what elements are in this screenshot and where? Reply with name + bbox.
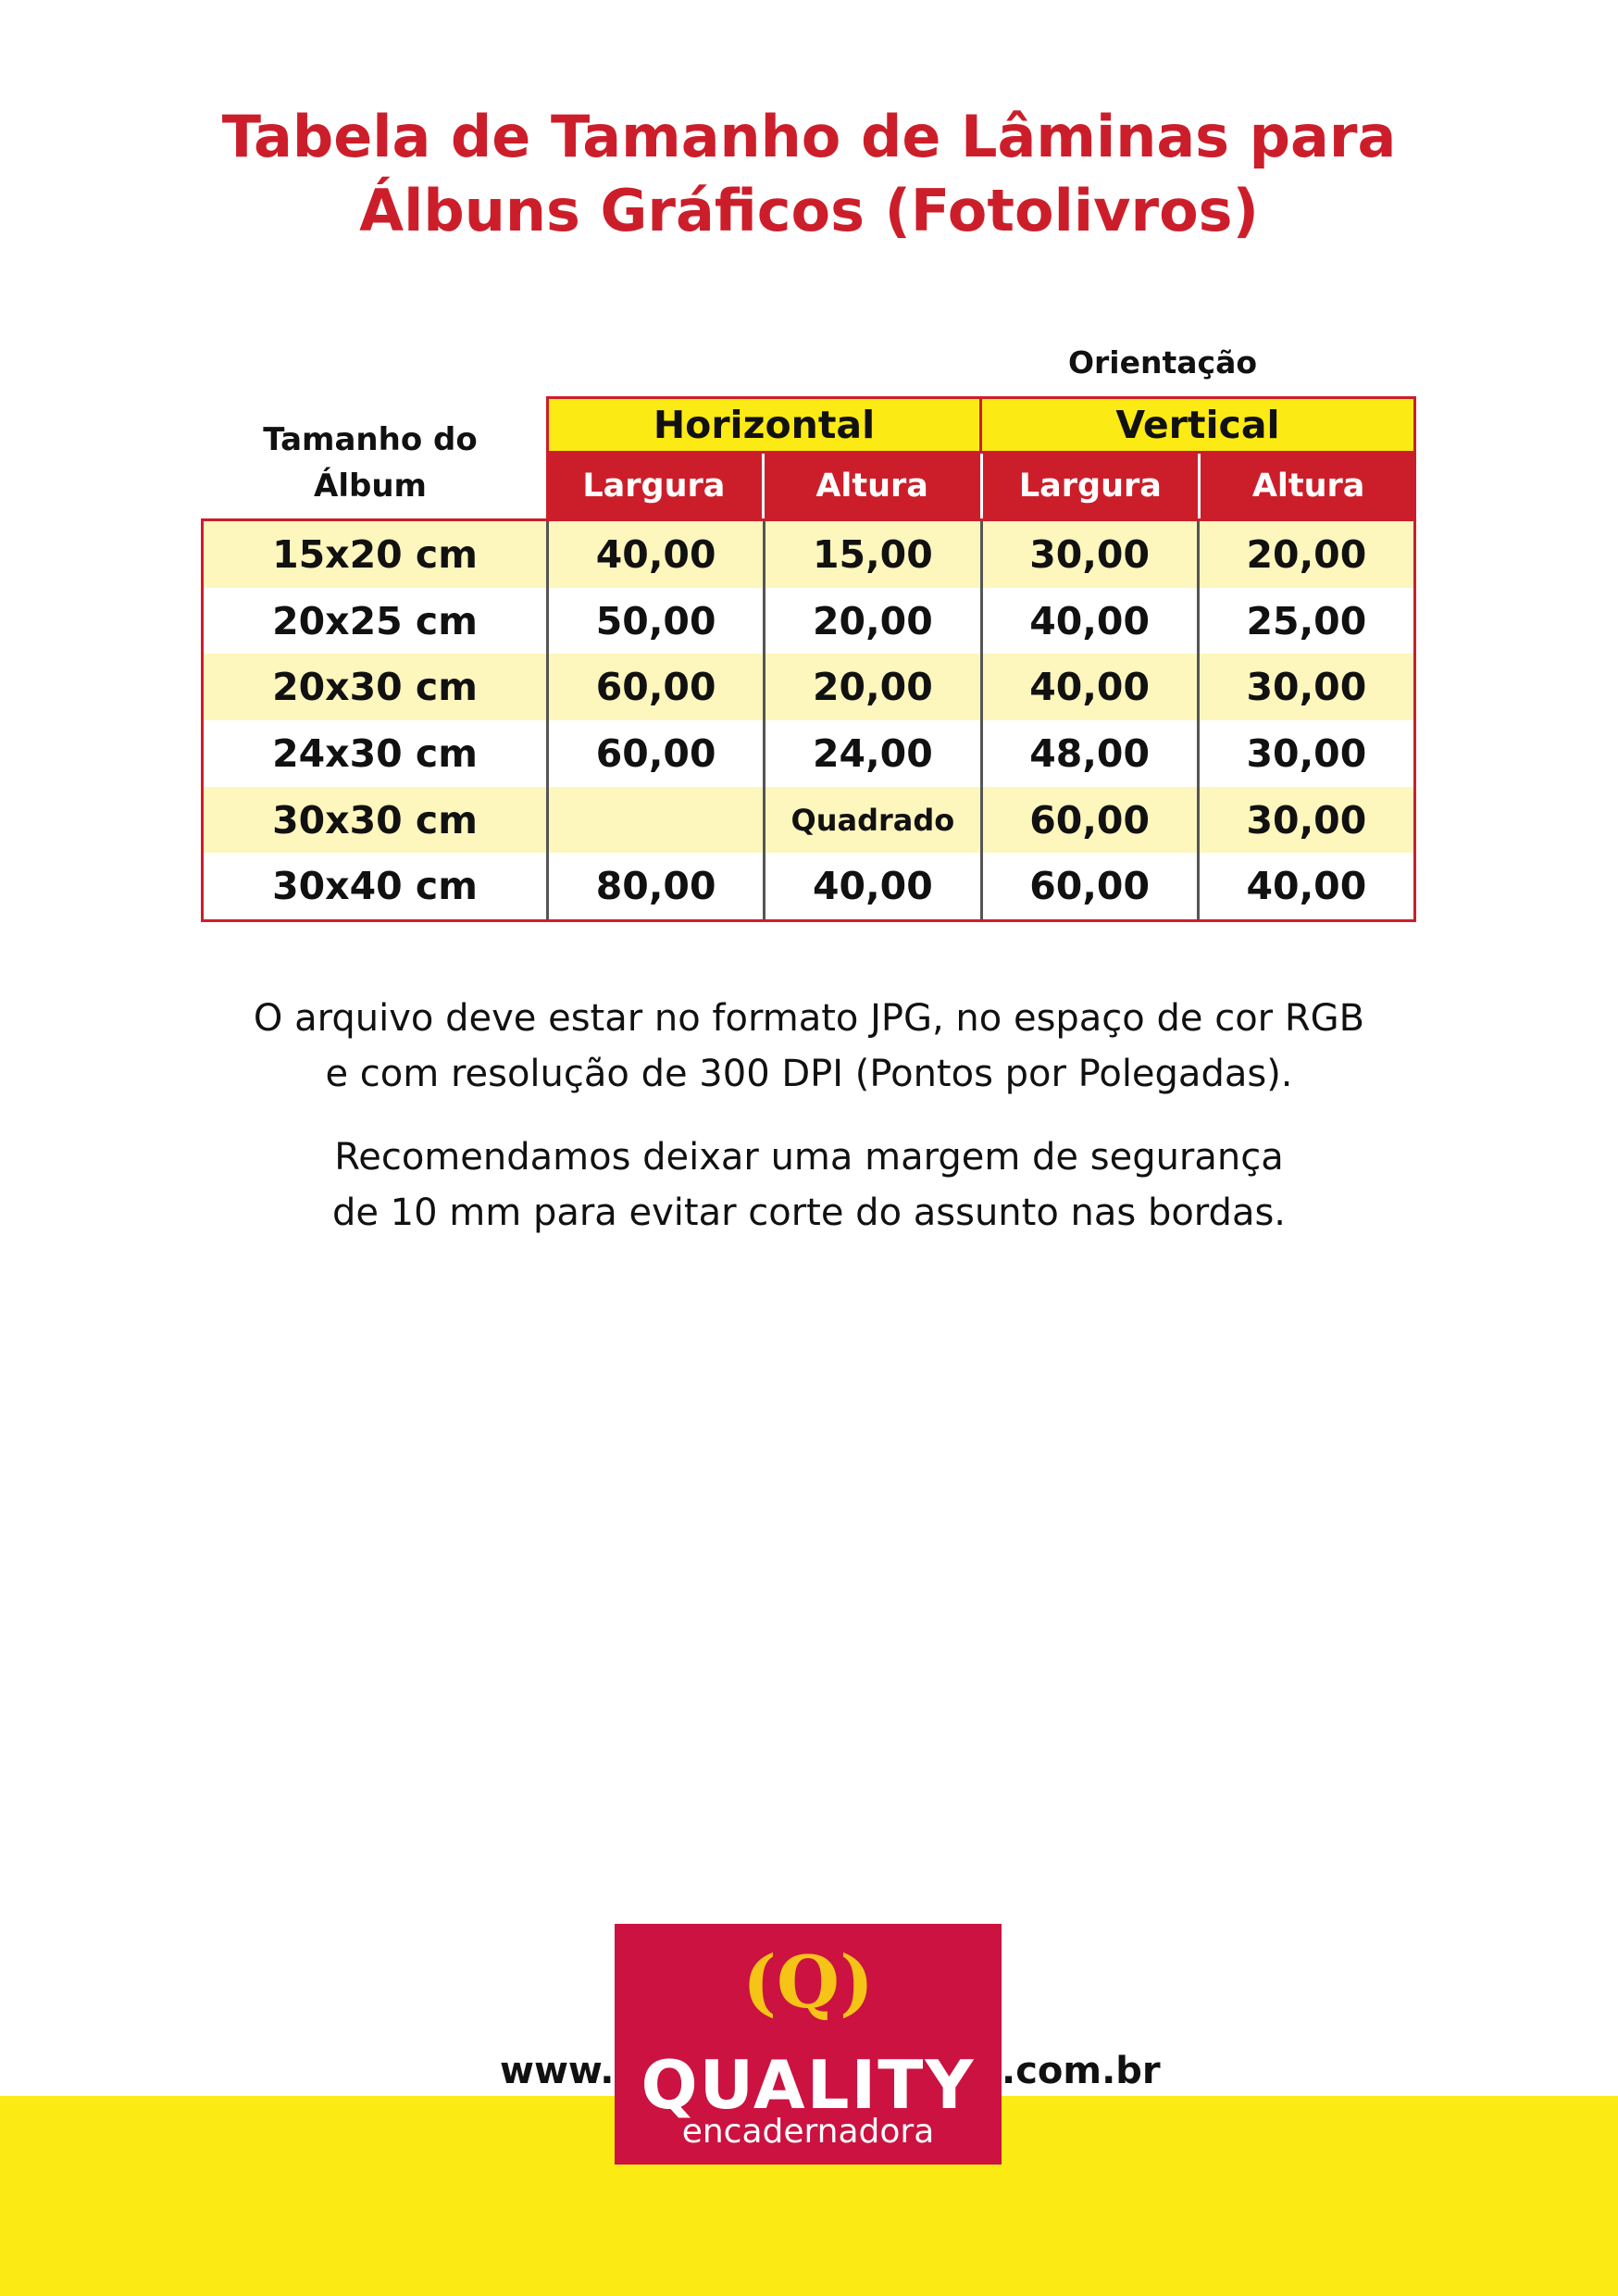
value-cell: 50,00 xyxy=(546,588,763,655)
quality-logo xyxy=(615,1924,1002,2165)
subheader-horizontal-altura: Altura xyxy=(765,454,983,518)
value-cell: 24,00 xyxy=(763,720,979,787)
logo-name: QUALITY xyxy=(641,2046,976,2124)
table-row xyxy=(204,853,1413,919)
value-cell: 40,00 xyxy=(980,654,1197,720)
album-size-cell: 20x30 cm xyxy=(272,665,478,710)
table-row xyxy=(204,521,1413,588)
value-cell: 20,00 xyxy=(763,588,979,655)
value-cell: 60,00 xyxy=(980,853,1197,919)
value-cell: 40,00 xyxy=(763,853,979,919)
album-size-cell: 30x30 cm xyxy=(272,797,478,842)
album-size-cell: 30x40 cm xyxy=(272,864,478,909)
value-cell: 48,00 xyxy=(980,720,1197,787)
safety-margin-note-line-1: Recomendamos deixar uma margem de segurança xyxy=(334,1136,1284,1179)
value-cell: 30,00 xyxy=(980,521,1197,588)
safety-margin-note-line-2: de 10 mm para evitar corte do assunto nas bordas. xyxy=(331,1192,1287,1234)
title-line-2: Álbuns Gráficos (Fotolivros) xyxy=(359,177,1259,244)
value-cell: 20,00 xyxy=(1197,521,1413,588)
file-format-note-line-2: e com resolução de 300 DPI (Pontos por Polegadas). xyxy=(325,1053,1293,1095)
value-cell: 20,00 xyxy=(763,654,979,720)
album-size-cell: 24x30 cm xyxy=(272,730,478,776)
table-row xyxy=(204,588,1413,655)
url-prefix: www. xyxy=(500,2050,615,2092)
file-format-note-line-1: O arquivo deve estar no formato JPG, no espaço de cor RGB xyxy=(253,997,1365,1040)
orientation-label: Orientação xyxy=(1067,344,1258,381)
album-size-cell: 15x20 cm xyxy=(272,531,478,577)
subheader-row xyxy=(546,454,1416,518)
header-horizontal: Horizontal xyxy=(546,396,982,454)
subheader-vertical-largura: Largura xyxy=(983,454,1201,518)
title-line-1: Tabela de Tamanho de Lâminas para xyxy=(221,103,1397,170)
value-cell: 30,00 xyxy=(1197,787,1413,854)
logo-mark-icon: (Q) xyxy=(742,1940,874,2025)
album-size-label-line-2: Álbum xyxy=(314,468,427,505)
value-cell: 40,00 xyxy=(1197,853,1413,919)
subheader-horizontal-largura: Largura xyxy=(546,454,765,518)
value-cell: Quadrado xyxy=(763,787,979,854)
value-cell: 80,00 xyxy=(546,853,763,919)
table-row xyxy=(204,720,1413,787)
value-cell: 40,00 xyxy=(980,588,1197,655)
header-vertical: Vertical xyxy=(979,396,1416,454)
page-title xyxy=(0,100,1618,248)
value-cell: 40,00 xyxy=(546,521,763,588)
table-row xyxy=(204,654,1413,720)
value-cell: 30,00 xyxy=(1197,654,1413,720)
value-cell: 60,00 xyxy=(546,720,763,787)
subheader-vertical-altura: Altura xyxy=(1251,468,1365,505)
safety-margin-note xyxy=(0,1129,1618,1241)
value-cell: 60,00 xyxy=(546,654,763,720)
value-cell: 15,00 xyxy=(763,521,979,588)
value-cell: 30,00 xyxy=(1197,720,1413,787)
table-row xyxy=(204,787,1413,854)
sizes-table xyxy=(201,518,1416,922)
album-size-label-line-1: Tamanho do xyxy=(263,421,478,458)
album-size-label xyxy=(231,417,509,509)
value-cell: 60,00 xyxy=(980,787,1197,854)
album-size-cell: 20x25 cm xyxy=(272,598,478,643)
value-cell: 25,00 xyxy=(1197,588,1413,655)
file-format-note xyxy=(0,991,1618,1102)
logo-subtitle: encadernadora xyxy=(681,2113,935,2151)
url-suffix: .com.br xyxy=(1002,2050,1161,2092)
value-cell xyxy=(546,787,763,854)
